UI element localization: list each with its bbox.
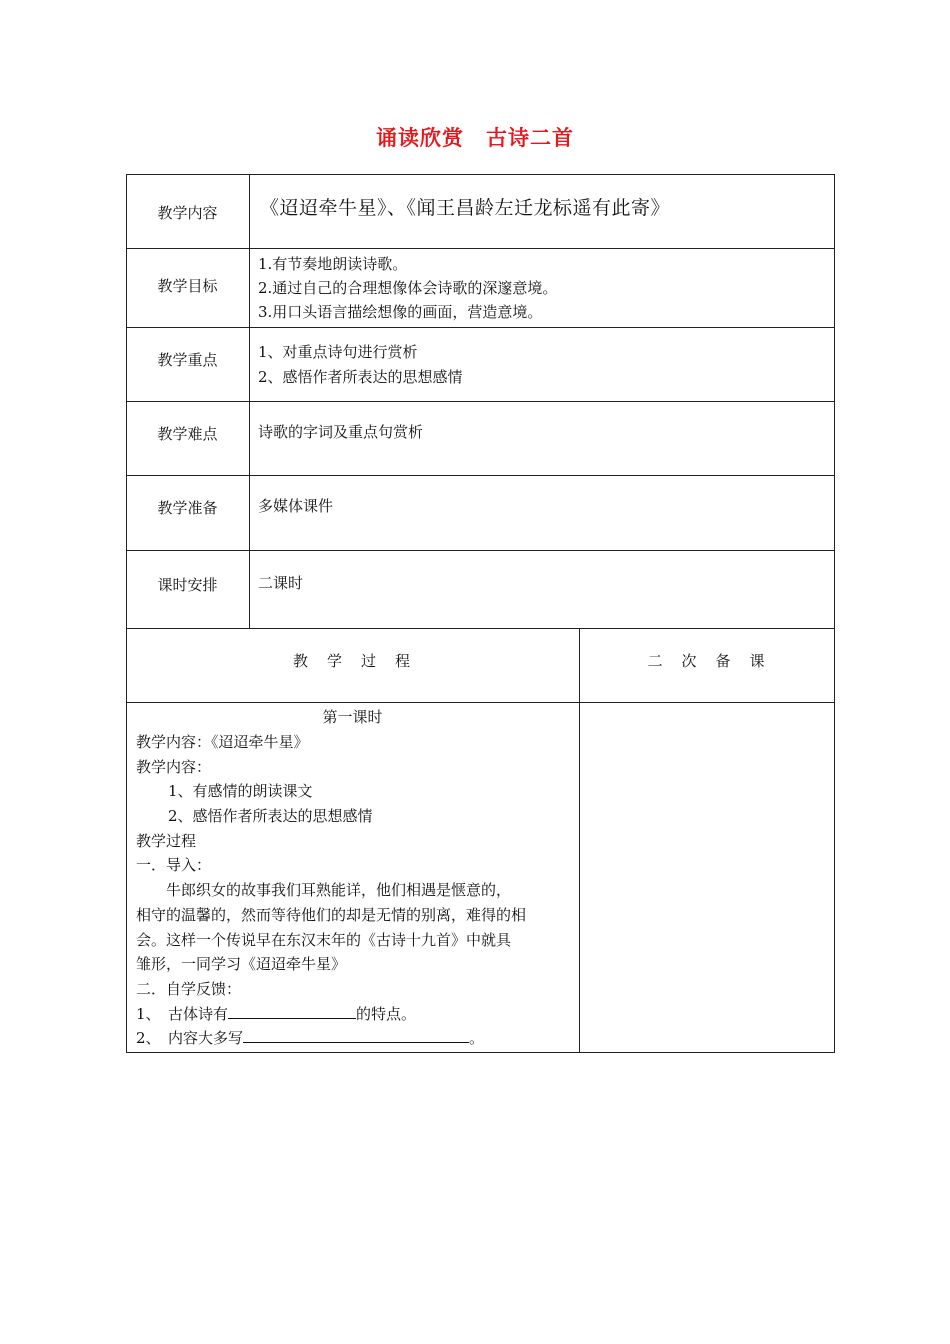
preparation-value: 多媒体课件: [258, 497, 334, 515]
lesson-plan-table: [126, 174, 835, 1053]
intro-line-4: 雏形，一同学习《迢迢牵牛星》: [136, 955, 347, 973]
focus-line-2: 2、感悟作者所表达的思想感情: [258, 368, 463, 386]
intro-line-3: 会。这样一个传说早在东汉末年的《古诗十九首》中就具: [136, 931, 512, 949]
backup-header: 二 次 备 课: [647, 652, 767, 670]
question-2: [136, 1026, 484, 1050]
process-label: 教学过程: [136, 832, 197, 850]
row-label-focus: 教学重点: [157, 351, 218, 369]
row-label-content: 教学内容: [157, 204, 218, 222]
question-2-prefix: 2、 内容大多写: [136, 1029, 244, 1047]
intro-line-1: 牛郎织女的故事我们耳熟能详，他们相遇是惬意的，: [136, 881, 512, 899]
row-label-difficulty: 教学难点: [157, 425, 218, 443]
question-1-blank[interactable]: [228, 1002, 356, 1019]
focus-line-1: 1、对重点诗句进行赏析: [258, 343, 418, 361]
lesson-heading: 第一课时: [322, 708, 383, 726]
question-1: [136, 1002, 416, 1026]
row-value-content: 《迢迢牵牛星》、《闻王昌龄左迁龙标遥有此寄》: [260, 197, 671, 219]
lesson-content: 教学内容：《迢迢牵牛星》: [136, 733, 309, 751]
question-1-prefix: 1、 古体诗有: [136, 1005, 229, 1023]
goal-item-2: 2、感悟作者所表达的思想感情: [168, 807, 373, 825]
question-2-blank[interactable]: [243, 1026, 469, 1043]
goals-label: 教学内容：: [136, 758, 212, 776]
schedule-value: 二课时: [258, 574, 304, 592]
document-title: 诵读欣赏 古诗二首: [376, 126, 574, 150]
difficulty-value: 诗歌的字词及重点句赏析: [258, 423, 424, 441]
self-study-heading: 二．自学反馈：: [136, 980, 242, 998]
goal-line-1: 1.有节奏地朗读诗歌。: [258, 255, 408, 273]
row-label-preparation: 教学准备: [157, 499, 218, 517]
goal-item-1: 1、有感情的朗读课文: [168, 782, 313, 800]
process-header: 教 学 过 程: [292, 652, 412, 670]
row-label-schedule: 课时安排: [157, 576, 218, 594]
question-1-suffix: 的特点。: [356, 1005, 417, 1023]
goal-line-2: 2.通过自己的合理想像体会诗歌的深邃意境。: [258, 279, 558, 297]
intro-heading: 一．导入：: [136, 856, 212, 874]
row-label-goals: 教学目标: [157, 277, 218, 295]
question-2-suffix: 。: [469, 1029, 485, 1047]
intro-line-2: 相守的温馨的，然而等待他们的却是无情的别离，难得的相: [136, 906, 527, 924]
goal-line-3: 3.用口头语言描绘想像的画面，营造意境。: [258, 303, 543, 321]
